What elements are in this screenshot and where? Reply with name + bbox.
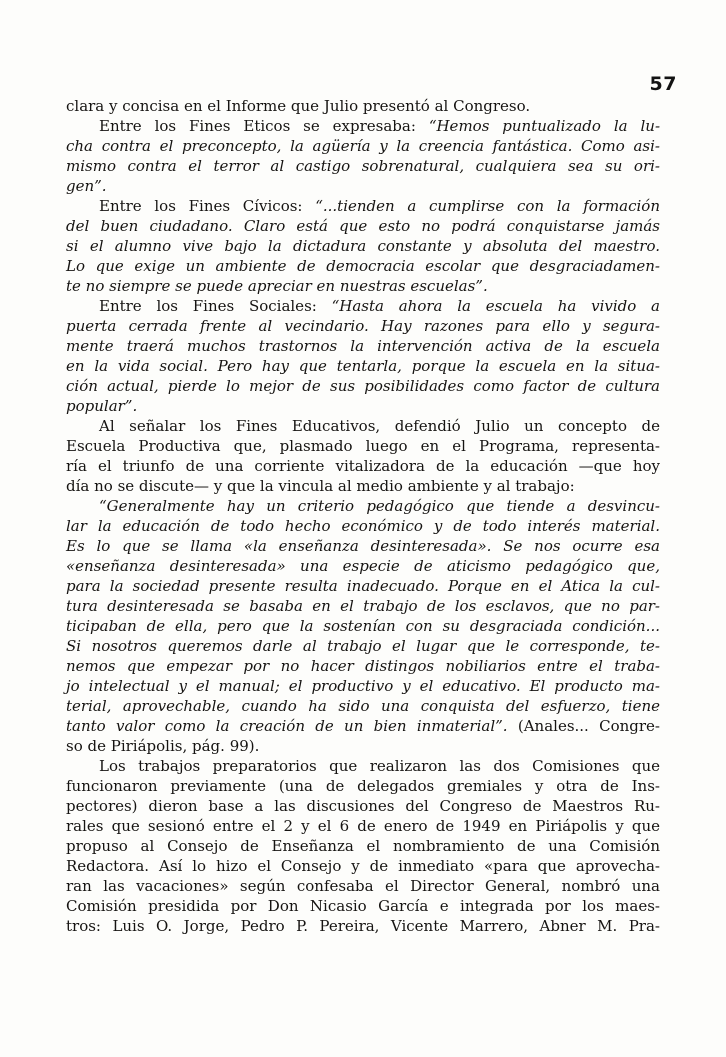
text-line [66, 616, 660, 636]
text-segment: “Hasta ahora la escuela ha vivido a [331, 297, 660, 315]
text-segment: nemos que empezar por no hacer distingos nobiliarios entre el traba- [66, 657, 660, 675]
text-segment: Lo que exige un ambiente de democracia escolar que desgraciadamen- [66, 257, 660, 275]
text-segment: “Generalmente hay un criterio pedagógico que tiende a desvincu- [99, 497, 660, 515]
text-segment: Si nosotros queremos darle al trabajo el lugar que le corresponde, te- [66, 637, 660, 655]
text-line [66, 456, 660, 476]
text-segment: tura desinteresada se basaba en el trabajo de los esclavos, que no par- [66, 597, 660, 615]
text-segment: mismo contra el terror al castigo sobrenatural, cualquiera sea su ori- [66, 157, 660, 175]
text-segment: cha contra el preconcepto, la agüería y la creencia fantástica. Como asi- [66, 137, 660, 155]
text-segment: Los trabajos preparatorios que realizaron las dos Comisiones que [99, 757, 660, 775]
text-segment: “...tienden a cumplirse con la formación [315, 197, 661, 215]
paragraph [66, 116, 660, 196]
text-segment: Entre los Fines Sociales: [99, 297, 332, 315]
text-line [66, 756, 660, 776]
text-line [66, 416, 660, 436]
text-line [66, 496, 660, 516]
text-line [66, 216, 660, 236]
text-segment: si el alumno vive bajo la dictadura constante y absoluta del maestro. [66, 237, 660, 255]
text-segment: ción actual, pierde lo mejor de sus posibilidades como factor de cultura [66, 377, 660, 395]
text-line [66, 436, 660, 456]
text-line [66, 156, 660, 176]
text-line [66, 596, 660, 616]
text-segment: Comisión presidida por Don Nicasio García e integrada por los maes- [66, 897, 660, 915]
text-segment: día no se discute— y que la vincula al medio ambiente y al trabajo: [66, 477, 575, 495]
text-segment: Al señalar los Fines Educativos, defendió Julio un concepto de [99, 417, 660, 435]
text-line [66, 736, 660, 756]
text-segment: funcionaron previamente (una de delegados gremiales y otra de Ins- [66, 777, 660, 795]
paragraph [66, 296, 660, 416]
text-line [66, 316, 660, 336]
text-line [66, 116, 660, 136]
text-line [66, 196, 660, 216]
text-line [66, 176, 660, 196]
text-line [66, 856, 660, 876]
text-segment: (Anales... Congre- [507, 717, 660, 735]
text-line [66, 376, 660, 396]
text-segment: Entre los Fines Eticos se expresaba: [99, 117, 429, 135]
text-segment: gen”. [66, 177, 107, 195]
text-segment: del buen ciudadano. Claro está que esto no podrá conquistarse jamás [66, 217, 660, 235]
text-segment: ría el triunfo de una corriente vitalizadora de la educación —que hoy [66, 457, 660, 475]
text-segment: Entre los Fines Cívicos: [99, 197, 316, 215]
text-line [66, 236, 660, 256]
page-text-block [66, 96, 660, 936]
text-line [66, 796, 660, 816]
paragraph [66, 96, 660, 116]
page-number: 57 [649, 73, 677, 95]
text-segment: Redactora. Así lo hizo el Consejo y de inmediato «para que aprovecha- [66, 857, 660, 875]
text-segment: para la sociedad presente resulta inadecuado. Porque en el Atica la cul- [66, 577, 660, 595]
text-line [66, 576, 660, 596]
text-line [66, 676, 660, 696]
text-segment: ticipaban de ella, pero que la sostenían con su desgraciada condición... [66, 617, 660, 635]
text-segment: Es lo que se llama «la enseñanza desinteresada». Se nos ocurre esa [66, 537, 660, 555]
paragraph [66, 416, 660, 496]
text-segment: «enseñanza desinteresada» una especie de aticismo pedagógico que, [66, 557, 660, 575]
text-segment: popular”. [66, 397, 138, 415]
text-line [66, 136, 660, 156]
text-segment: terial, aprovechable, cuando ha sido una conquista del esfuerzo, tiene [66, 697, 660, 715]
text-line [66, 816, 660, 836]
text-segment: jo intelectual y el manual; el productivo y el educativo. El producto ma- [66, 677, 660, 695]
paragraph [66, 496, 660, 756]
text-line [66, 356, 660, 376]
text-line [66, 96, 660, 116]
text-line [66, 556, 660, 576]
text-line [66, 476, 660, 496]
text-line [66, 716, 660, 736]
text-line [66, 696, 660, 716]
text-line [66, 876, 660, 896]
text-segment: rales que sesionó entre el 2 y el 6 de enero de 1949 en Piriápolis y que [66, 817, 660, 835]
text-segment: mente traerá muchos trastornos la intervención activa de la escuela [66, 337, 660, 355]
text-line [66, 296, 660, 316]
text-line [66, 636, 660, 656]
paragraph [66, 756, 660, 936]
text-segment: Escuela Productiva que, plasmado luego en el Programa, representa- [66, 437, 660, 455]
text-segment: propuso al Consejo de Enseñanza el nombramiento de una Comisión [66, 837, 660, 855]
text-line [66, 276, 660, 296]
text-segment: puerta cerrada frente al vecindario. Hay razones para ello y segura- [66, 317, 660, 335]
text-segment: tanto valor como la creación de un bien inmaterial”. [66, 717, 508, 735]
text-line [66, 776, 660, 796]
text-segment: en la vida social. Pero hay que tentarla, porque la escuela en la situa- [66, 357, 660, 375]
text-line [66, 656, 660, 676]
text-line [66, 336, 660, 356]
text-segment: tros: Luis O. Jorge, Pedro P. Pereira, Vicente Marrero, Abner M. Pra- [66, 917, 660, 935]
paragraph [66, 196, 660, 296]
text-segment: “Hemos puntualizado la lu- [428, 117, 661, 135]
text-line [66, 836, 660, 856]
text-line [66, 916, 660, 936]
text-line [66, 536, 660, 556]
text-line [66, 256, 660, 276]
text-segment: lar la educación de todo hecho económico y de todo interés material. [66, 517, 660, 535]
text-segment: clara y concisa en el Informe que Julio presentó al Congreso. [66, 97, 531, 115]
text-line [66, 896, 660, 916]
text-line [66, 516, 660, 536]
text-segment: so de Piriápolis, pág. 99). [66, 737, 260, 755]
text-line [66, 396, 660, 416]
text-segment: te no siempre se puede apreciar en nuestras escuelas”. [66, 277, 488, 295]
text-segment: ran las vacaciones» según confesaba el Director General, nombró una [66, 877, 660, 895]
text-segment: pectores) dieron base a las discusiones del Congreso de Maestros Ru- [66, 797, 660, 815]
